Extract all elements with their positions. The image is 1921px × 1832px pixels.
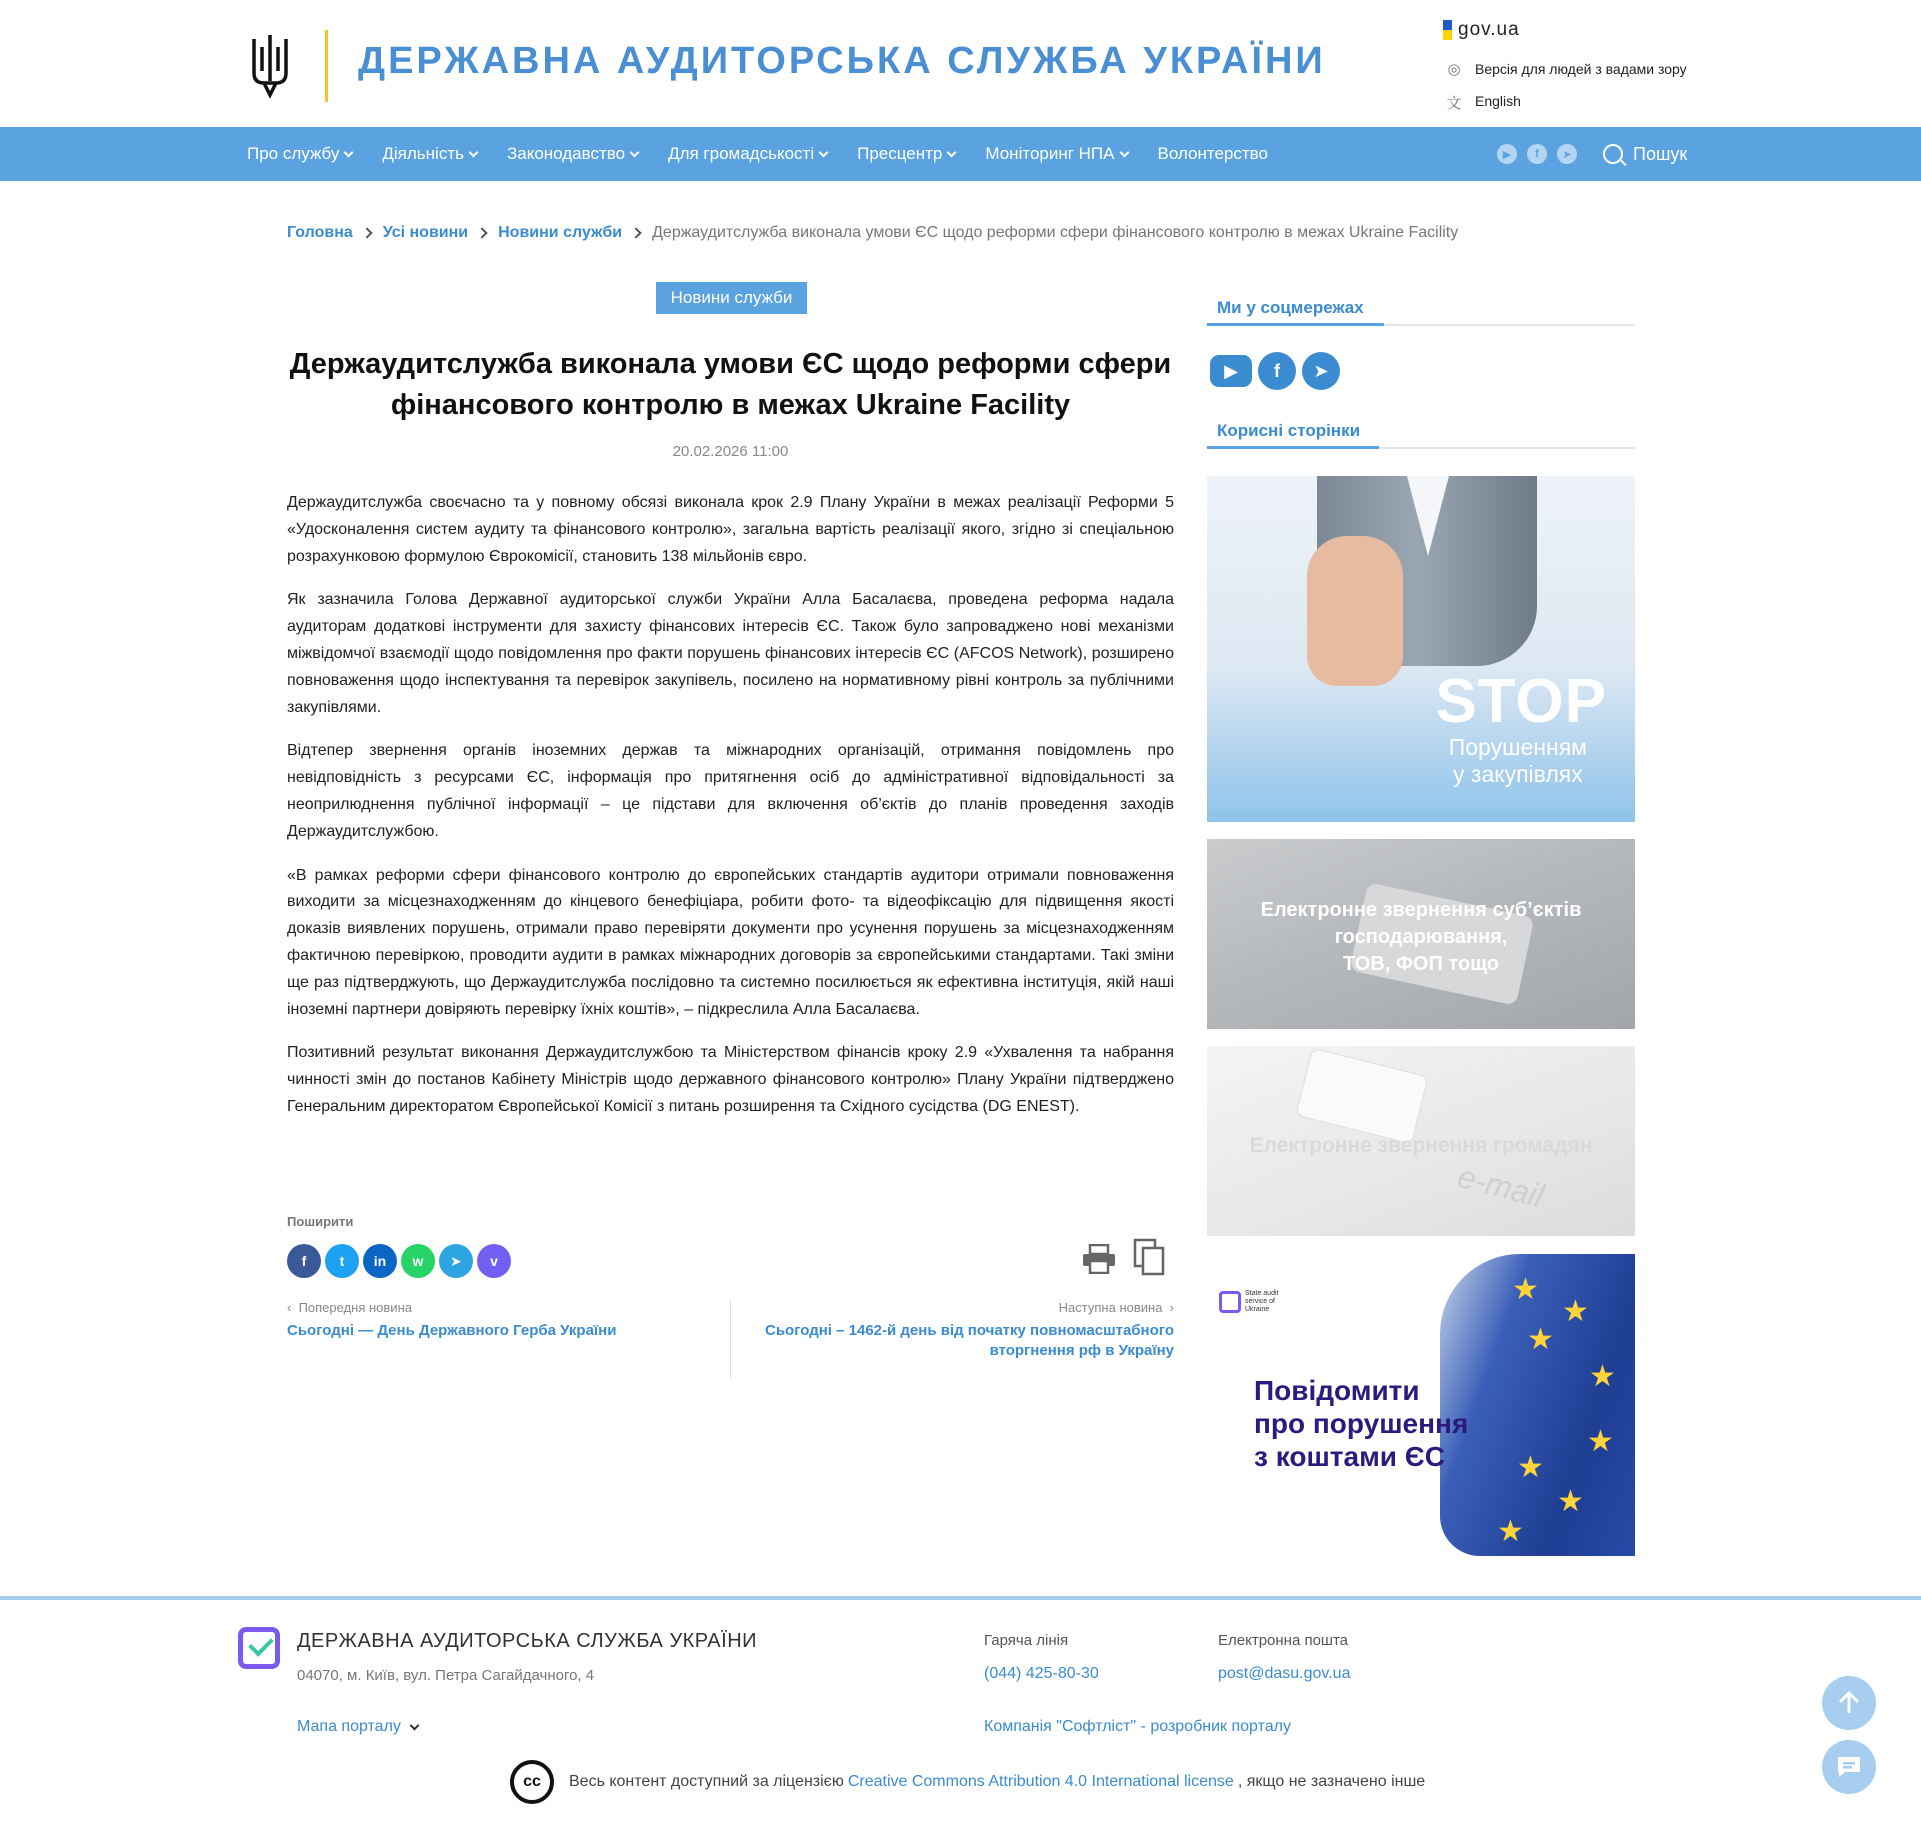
star-icon: ★: [1517, 1451, 1544, 1484]
email-link[interactable]: post@dasu.gov.ua: [1218, 1665, 1351, 1682]
social-tab: [1207, 290, 1635, 326]
banner-stop-line2: у закупівлях: [1453, 761, 1583, 787]
nav-item[interactable]: [668, 144, 827, 164]
header-divider: [325, 30, 328, 102]
category-tag[interactable]: Новини служби: [656, 282, 807, 314]
banner-hand-image: [1307, 536, 1403, 686]
facebook-share-icon[interactable]: f: [287, 1244, 321, 1278]
nav-item-label: Законодавство: [506, 144, 626, 163]
prev-next-divider: [730, 1300, 731, 1378]
banner-stop-subtitle: [1449, 734, 1587, 788]
print-icon[interactable]: [1082, 1244, 1116, 1274]
search-button[interactable]: [1603, 144, 1687, 165]
nav-item-label: Діяльність: [382, 144, 464, 163]
social-tab-label[interactable]: Ми у соцмережах: [1207, 290, 1384, 326]
search-label: Пошук: [1633, 143, 1688, 164]
article-paragraph: Держаудитслужба своєчасно та у повному обсязі виконала крок 2.9 Плану України в межах реалізації Реформи 5 «Удосконалення систем аудиту та фінансового контролю», загальна вартість реалізації якого, згідно зі спеціальною розрахунковою формулою Єврокомісії, становить 138 мільйонів євро.: [287, 494, 1174, 565]
useful-pages-tab: [1207, 413, 1635, 449]
arrow-up-icon: [1835, 1689, 1863, 1717]
star-icon: ★: [1589, 1360, 1616, 1393]
banner-email-word: e-mail: [1454, 1158, 1548, 1215]
article-body: [287, 490, 1174, 1138]
chevron-down-icon: [469, 147, 479, 157]
accessibility-label: Версія для людей з вадами зору: [1475, 61, 1687, 77]
top-header: [0, 0, 1921, 127]
share-buttons: [287, 1244, 515, 1278]
star-icon: ★: [1557, 1485, 1584, 1518]
banner-business-line2: господарювання,: [1334, 926, 1508, 948]
scroll-to-top-button[interactable]: [1822, 1676, 1876, 1730]
dasu-logo-icon: [238, 1627, 280, 1669]
prev-news-title: Сьогодні — День Державного Герба України: [287, 1322, 617, 1339]
nav-item-label: Для громадськості: [668, 144, 815, 163]
search-icon: [1603, 144, 1623, 164]
telegram-icon[interactable]: ➤: [1302, 352, 1340, 390]
eye-off-icon: ◎: [1447, 61, 1461, 78]
footer: [0, 1596, 1921, 1832]
breadcrumb-all-news[interactable]: Усі новини: [382, 224, 469, 241]
chevron-right-icon: [630, 227, 641, 238]
chevron-right-icon: [361, 227, 372, 238]
article-paragraph: Позитивний результат виконання Держаудитслужбою та Міністерством фінансів кроку 2.9 «Ухвалення та набрання чинності змін до постанов Кабінету Міністрів щодо державного фінансового контролю» Плану України підтверджено Генеральним директоратом Європейської Комісії з питань розширення та Східного сусідства (DG ENEST).: [287, 1044, 1174, 1115]
banner-stop-title: STOP: [1435, 667, 1607, 736]
ukraine-flag-icon: [1443, 20, 1452, 40]
header-links: [1443, 16, 1743, 116]
star-icon: ★: [1562, 1295, 1589, 1328]
next-news-title: Сьогодні – 1462-й день від початку повномасштабного вторгнення рф в Україну: [764, 1322, 1174, 1359]
sidebar-social-icons: [1210, 352, 1346, 390]
license-pre-text: Весь контент доступний за ліцензією: [569, 1773, 844, 1790]
nav-items: [247, 127, 1298, 181]
breadcrumb-service-news[interactable]: Новини служби: [498, 224, 623, 241]
nav-item[interactable]: [507, 144, 638, 164]
banner-eu-line1: Повідомити: [1254, 1375, 1420, 1406]
nav-item-label: Про службу: [247, 144, 340, 163]
nav-item-label: Моніторинг НПА: [985, 144, 1115, 163]
chevron-down-icon: [630, 147, 640, 157]
main-nav: [0, 127, 1921, 181]
viber-share-icon[interactable]: v: [477, 1244, 511, 1278]
breadcrumb: [287, 224, 1458, 242]
chevron-down-icon: [344, 147, 354, 157]
footer-email: [1218, 1632, 1350, 1683]
chat-icon: [1835, 1754, 1863, 1780]
breadcrumb-current: Держаудитслужба виконала умови ЄС щодо реформи сфери фінансового контролю в межах Ukraine Facility: [652, 224, 1459, 241]
site-map-toggle[interactable]: [297, 1718, 418, 1736]
nav-item[interactable]: [985, 144, 1127, 164]
banner-citizens-appeal[interactable]: [1207, 1046, 1635, 1236]
whatsapp-share-icon[interactable]: w: [401, 1244, 435, 1278]
youtube-icon[interactable]: ▶: [1210, 355, 1252, 387]
article-paragraph: Відтепер звернення органів іноземних держав та міжнародних організацій, отримання повідомлень про невідповідність з ресурсами ЄС, інформація про притягнення осіб до адміністративної відповідальності за неоприлюднення публічної інформації – це підстави для включення об’єктів до планів проведення заходів Держаудитслужбою.: [287, 742, 1174, 840]
star-icon: ★: [1512, 1273, 1539, 1306]
prev-next-nav: [287, 1300, 1174, 1378]
email-label: Електронна пошта: [1218, 1632, 1349, 1649]
prev-news-link[interactable]: [287, 1300, 727, 1341]
banner-eu-logo: [1219, 1290, 1289, 1314]
chevron-down-icon: [1119, 147, 1129, 157]
footer-title: ДЕРЖАВНА АУДИТОРСЬКА СЛУЖБА УКРАЇНИ: [297, 1630, 758, 1652]
banner-business-text: [1207, 897, 1635, 978]
license-post-text: , якщо не зазначено інше: [1237, 1773, 1426, 1790]
footer-address: 04070, м. Київ, вул. Петра Сагайдачного, 4: [297, 1667, 595, 1684]
linkedin-share-icon[interactable]: in: [363, 1244, 397, 1278]
translate-icon: 文: [1446, 95, 1462, 112]
copy-icon[interactable]: [1133, 1238, 1165, 1276]
banner-business-line3: ТОВ, ФОП тощо: [1343, 953, 1499, 975]
youtube-icon[interactable]: ▶: [1497, 144, 1517, 164]
accessibility-link[interactable]: [1443, 54, 1743, 84]
chat-button[interactable]: [1822, 1740, 1876, 1794]
nav-item[interactable]: [857, 144, 955, 164]
nav-item-label: Пресцентр: [857, 144, 943, 163]
banner-eu-line3: з коштами ЄС: [1254, 1441, 1445, 1472]
banner-eu-funds-report[interactable]: [1207, 1254, 1635, 1556]
hotline: [984, 1632, 1099, 1683]
creative-commons-icon: cc: [510, 1760, 554, 1804]
nav-right: [1497, 127, 1687, 181]
gov-ua-link[interactable]: [1443, 16, 1743, 44]
nav-item[interactable]: [247, 144, 352, 164]
nav-item[interactable]: [382, 144, 477, 164]
trident-icon[interactable]: [248, 33, 292, 99]
language-label: English: [1475, 93, 1521, 109]
banner-stop-line1: Порушенням: [1448, 734, 1587, 760]
useful-pages-tab-label[interactable]: Корисні сторінки: [1207, 413, 1379, 449]
nav-item[interactable]: [1158, 144, 1268, 164]
next-news-link[interactable]: [734, 1300, 1174, 1361]
star-icon: ★: [1587, 1425, 1614, 1458]
chevron-down-icon: [947, 147, 957, 157]
language-link[interactable]: [1443, 86, 1743, 116]
facebook-icon[interactable]: f: [1527, 144, 1547, 164]
facebook-icon[interactable]: f: [1258, 352, 1296, 390]
article-title: Держаудитслужба виконала умови ЄС щодо реформи сфери фінансового контролю в межах Ukraine Facility: [289, 348, 1172, 421]
chevron-right-icon: [476, 227, 487, 238]
twitter-share-icon[interactable]: t: [325, 1244, 359, 1278]
banner-eu-line2: про порушення: [1254, 1408, 1469, 1439]
developer-link[interactable]: Компанія "Софтліст" - розробник порталу: [984, 1718, 1291, 1735]
breadcrumb-home[interactable]: Головна: [287, 224, 353, 241]
article-paragraph: Як зазначила Голова Державної аудиторської служби України Алла Басалаєва, проведена реформа надала аудиторам додаткові інструменти для захисту фінансових інтересів ЄС. Також було запроваджено нові механізми міжвідомчої взаємодії щодо повідомлення про факти порушень фінансових інтересів ЄС (AFCOS Network), розширено повноваження щодо інспектування та перевірок закупівель, посилено на нормативному рівні контроль за публічними закупівлями.: [287, 591, 1174, 716]
article-paragraph: «В рамках реформи сфери фінансового контролю до європейських стандартів аудитори отримали повноваження виходити за місцезнаходженням до кінцевого бенефіціара, робити фото- та відеофіксацію для підвищення якості доказів виявлених порушень, отримали право перевіряти документи про усунення порушень за місцезнаходженням фактичною перевіркою, проводити аудити в рамках міжнародних договорів за європейськими стандартами. Такі зміни ще раз підтверджують, що Держаудитслужба послідовно та системно посилюється як ефективна інституція, якій наші іноземні партнери довіряють перевірку їхніх коштів», – підкреслила Алла Басалаєва.: [287, 866, 1174, 1018]
banner-business-line1: Електронне звернення суб’єктів: [1260, 899, 1582, 921]
star-icon: ★: [1527, 1323, 1554, 1356]
next-news-label: Наступна новина ›: [1058, 1300, 1174, 1315]
banner-eu-logo-text: State audit service of Ukraine: [1245, 1290, 1279, 1313]
prev-news-label: ‹ Попередня новина: [287, 1300, 412, 1315]
site-map-label: Мапа порталу: [297, 1718, 401, 1735]
article-date: 20.02.2026 11:00: [672, 443, 789, 460]
banner-email-key-image: [1295, 1048, 1428, 1145]
license-link[interactable]: Creative Commons Attribution 4.0 International license: [847, 1773, 1234, 1790]
banner-eu-text: [1254, 1374, 1468, 1473]
banner-business-appeal[interactable]: [1207, 839, 1635, 1029]
banner-stop-violations[interactable]: [1207, 476, 1635, 822]
dasu-logo-icon: [1219, 1291, 1241, 1313]
chevron-down-icon: [409, 1720, 419, 1730]
telegram-share-icon[interactable]: ➤: [439, 1244, 473, 1278]
license-notice: [510, 1760, 1425, 1804]
star-icon: ★: [1497, 1515, 1524, 1548]
site-title[interactable]: ДЕРЖАВНА АУДИТОРСЬКА СЛУЖБА УКРАЇНИ: [358, 40, 1326, 82]
gov-ua-label: gov.ua: [1458, 19, 1520, 40]
chevron-down-icon: [819, 147, 829, 157]
nav-item-label: Волонтерство: [1157, 144, 1268, 163]
telegram-icon[interactable]: ➤: [1557, 144, 1577, 164]
hotline-label: Гаряча лінія: [984, 1632, 1069, 1649]
share-label: Поширити: [287, 1214, 354, 1229]
banner-citizens-text: Електронне звернення громадян: [1249, 1134, 1593, 1157]
hotline-phone-link[interactable]: (044) 425-80-30: [984, 1665, 1099, 1682]
